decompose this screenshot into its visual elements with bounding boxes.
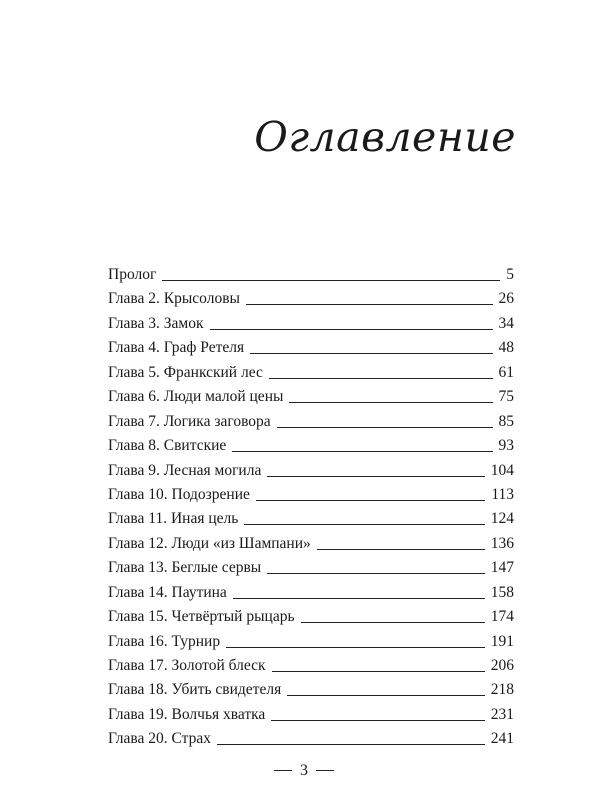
folio-dash-left bbox=[274, 770, 292, 771]
toc-entry-title: Глава 18. Убить свидетеля bbox=[108, 681, 282, 699]
toc-entry-title: Глава 16. Турнир bbox=[108, 632, 221, 650]
toc-entry-page: 174 bbox=[490, 608, 514, 626]
toc-entry-title: Глава 10. Подозрение bbox=[108, 485, 250, 503]
toc-entry bbox=[108, 507, 514, 531]
toc-leader-line bbox=[256, 500, 485, 501]
toc-entry-title: Глава 6. Люди малой цены bbox=[108, 388, 284, 406]
toc-entry-title: Глава 4. Граф Ретеля bbox=[108, 339, 245, 357]
page-title: Оглавление bbox=[254, 113, 516, 162]
toc-leader-line bbox=[162, 280, 500, 281]
toc-leader-line bbox=[233, 598, 485, 599]
toc-entry-title: Глава 7. Логика заговора bbox=[108, 412, 271, 430]
toc-entry bbox=[108, 630, 514, 654]
toc-entry-page: 191 bbox=[490, 632, 514, 650]
toc-entry-title: Глава 3. Замок bbox=[108, 314, 204, 332]
folio-dash-right bbox=[316, 770, 334, 771]
toc-entry bbox=[108, 434, 514, 458]
toc-entry-page: 104 bbox=[490, 461, 514, 479]
toc-entry-title: Глава 11. Иная цель bbox=[108, 510, 239, 528]
toc-entry-page: 113 bbox=[491, 485, 514, 503]
toc-entry-title: Глава 19. Волчья хватка bbox=[108, 705, 266, 723]
toc-entry-page: 206 bbox=[490, 657, 514, 674]
toc-entry-page: 34 bbox=[498, 314, 514, 332]
toc-entry-page: 48 bbox=[498, 339, 514, 357]
toc-leader-line bbox=[271, 720, 484, 721]
toc-leader-line bbox=[210, 329, 493, 330]
toc-entry-page: 93 bbox=[498, 437, 514, 455]
toc-entry-page: 85 bbox=[498, 412, 514, 430]
page-number-value: 3 bbox=[300, 762, 308, 779]
toc-leader-line bbox=[301, 622, 485, 623]
toc-entry-page: 5 bbox=[506, 266, 514, 283]
toc-entry-title: Пролог bbox=[108, 266, 157, 283]
toc-entry bbox=[108, 385, 514, 409]
toc-entry-page: 75 bbox=[498, 388, 514, 406]
toc-entry-page: 158 bbox=[490, 583, 514, 601]
toc-entry-page: 231 bbox=[490, 705, 514, 723]
toc-leader-line bbox=[317, 549, 485, 550]
toc-entry-page: 61 bbox=[498, 363, 514, 381]
toc-entry bbox=[108, 703, 514, 727]
toc-entry bbox=[108, 605, 514, 629]
toc-entry-title: Глава 5. Франкский лес bbox=[108, 363, 263, 381]
toc-entry-title: Глава 13. Беглые сервы bbox=[108, 559, 262, 577]
toc-leader-line bbox=[277, 427, 493, 428]
toc-entry-page: 241 bbox=[490, 730, 514, 748]
toc-entry bbox=[108, 336, 514, 360]
table-of-contents bbox=[108, 263, 514, 752]
toc-entry-title: Глава 8. Свитские bbox=[108, 437, 227, 455]
toc-leader-line bbox=[287, 695, 485, 696]
toc-entry-title: Глава 20. Страх bbox=[108, 730, 212, 748]
toc-entry-title: Глава 17. Золотой блеск bbox=[108, 657, 266, 674]
toc-leader-line bbox=[250, 353, 492, 354]
toc-leader-line bbox=[267, 573, 485, 574]
toc-leader-line bbox=[232, 451, 492, 452]
toc-leader-line bbox=[289, 402, 492, 403]
toc-entry-title: Глава 14. Паутина bbox=[108, 583, 227, 601]
toc-entry-title: Глава 15. Четвёртый рыцарь bbox=[108, 608, 295, 626]
toc-entry-page: 218 bbox=[490, 681, 514, 699]
toc-entry bbox=[108, 556, 514, 580]
toc-leader-line bbox=[246, 304, 493, 305]
toc-leader-line bbox=[226, 647, 485, 648]
toc-entry bbox=[108, 459, 514, 483]
toc-entry bbox=[108, 532, 514, 556]
toc-entry-page: 147 bbox=[490, 559, 514, 577]
toc-entry bbox=[108, 287, 514, 311]
toc-entry bbox=[108, 678, 514, 702]
toc-entry bbox=[108, 727, 514, 751]
toc-entry-title: Глава 12. Люди «из Шампани» bbox=[108, 534, 311, 552]
toc-entry bbox=[108, 263, 514, 287]
toc-entry-page: 136 bbox=[490, 534, 514, 552]
toc-entry bbox=[108, 581, 514, 605]
toc-entry-page: 26 bbox=[498, 290, 514, 308]
toc-entry bbox=[108, 410, 514, 434]
toc-entry bbox=[108, 654, 514, 678]
toc-entry-title: Глава 2. Крысоловы bbox=[108, 290, 240, 308]
toc-entry bbox=[108, 312, 514, 336]
page-number bbox=[0, 762, 608, 780]
toc-entry bbox=[108, 483, 514, 507]
toc-entry-page: 124 bbox=[490, 510, 514, 528]
toc-leader-line bbox=[267, 476, 484, 477]
toc-leader-line bbox=[217, 744, 485, 745]
toc-leader-line bbox=[269, 378, 493, 379]
toc-entry bbox=[108, 361, 514, 385]
toc-entry-title: Глава 9. Лесная могила bbox=[108, 461, 262, 479]
toc-leader-line bbox=[244, 524, 484, 525]
toc-leader-line bbox=[272, 671, 485, 672]
